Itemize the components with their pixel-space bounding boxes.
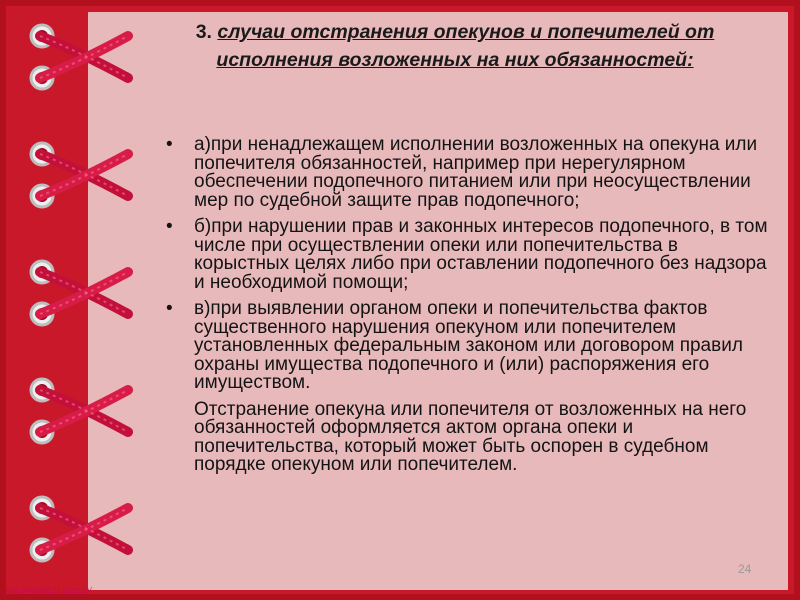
watermark: http://linda6035.ucoz.ru/ xyxy=(6,586,92,595)
list-item xyxy=(160,136,770,210)
crossed-lace-icon xyxy=(31,497,128,561)
list-item-text: б)при нарушении прав и законных интересов подопечного, в том числе при осуществлении опеки или попечительства в корыстных целях либо при оставлении подопечного без надзора и необходимой помощи; xyxy=(194,216,768,293)
crossed-lace-icon xyxy=(31,25,128,89)
list-item-text: а)при ненадлежащем исполнении возложенных на опекуна или попечителя обязанностей, например при нерегулярном обеспечении подопечного питанием или при неосуществлении мер по судебной защите прав подопечного; xyxy=(194,134,758,211)
bullet-icon: • xyxy=(166,298,173,319)
list-item xyxy=(160,398,770,475)
crossed-lace-icon xyxy=(31,379,128,443)
list-item-text: Отстранение опекуна или попечителя от возложенных на него обязанностей оформляется актом органа опеки и попечительства, который может быть оспорен в судебном порядке опекуном или попечителем. xyxy=(194,398,747,475)
content-list xyxy=(160,136,770,483)
list-item-text: в)при выявлении органом опеки и попечительства фактов существенного нарушения опекуном или попечителем установленных федеральным законом или договором правил охраны имущества подопечного и (или) распоряжения его имуществом. xyxy=(194,298,743,393)
list-item xyxy=(160,300,770,393)
page-number: 24 xyxy=(738,562,752,576)
crossed-lace-icon xyxy=(31,143,128,207)
bullet-icon: • xyxy=(166,134,173,155)
slide-title xyxy=(150,18,760,74)
crossed-lace-icon xyxy=(31,261,128,325)
title-number: 3. xyxy=(195,21,212,43)
bullet-icon: • xyxy=(166,216,173,237)
list-item xyxy=(160,218,770,292)
title-text: случаи отстранения опекунов и попечителей от исполнения возложенных на них обязанностей: xyxy=(216,21,715,71)
lace-decoration xyxy=(0,0,140,600)
